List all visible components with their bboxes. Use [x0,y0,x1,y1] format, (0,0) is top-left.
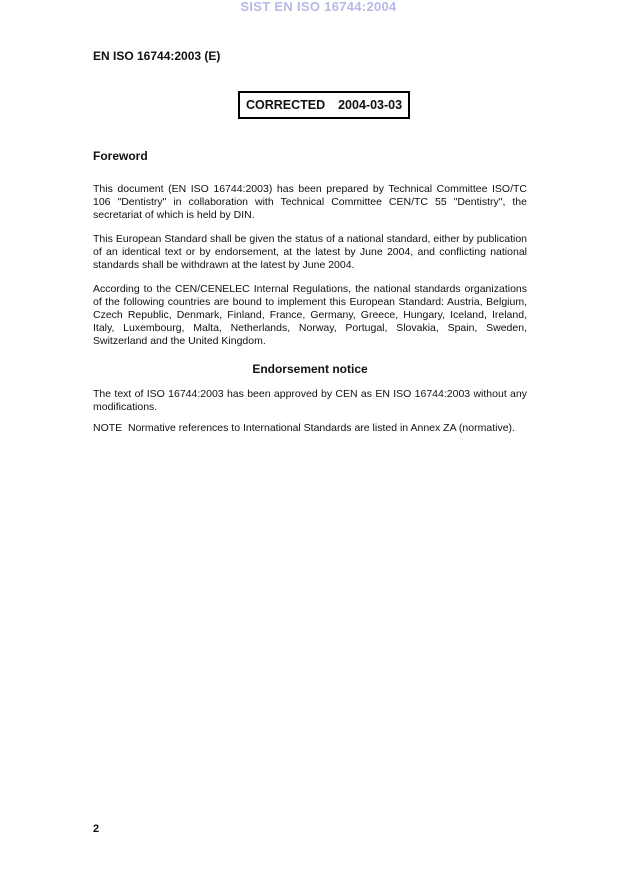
endorsement-approval-paragraph: The text of ISO 16744:2003 has been approved by CEN as EN ISO 16744:2003 without any modifications. [93,388,530,413]
foreword-paragraph-3: According to the CEN/CENELEC Internal Regulations, the national standards organizations of the following countries are bound to implement this European Standard: Austria, Belgium, Czech Republic, Denmark, Finland, France, Germany, Greece, Hungary, Iceland, Ireland, Italy, Luxembourg, Malta, Netherlands, Norway, Portugal, Slovakia, Spain, Sweden, Switzerland and the United Kingdom. [93,283,530,347]
foreword-heading: Foreword [93,149,148,163]
content-column [93,0,530,435]
corrected-label: CORRECTED [245,98,326,112]
endorsement-note-paragraph: NOTE Normative references to International Standards are listed in Annex ZA (normative). [93,422,515,434]
foreword-paragraph-1: This document (EN ISO 16744:2003) has been prepared by Technical Committee ISO/TC 106 "Dentistry" in collaboration with Technical Committee CEN/TC 55 "Dentistry", the secretariat of which is held by DIN. [93,183,530,221]
endorsement-heading: Endorsement notice [252,362,368,376]
watermark: SIST EN ISO 16744:2004 [240,0,397,14]
foreword-paragraph-2: This European Standard shall be given the status of a national standard, either by publication of an identical text or by endorsement, at the latest by June 2004, and conflicting national standards shall be withdrawn at the latest by June 2004. [93,233,530,271]
page-number: 2 [93,823,100,835]
document-reference: EN ISO 16744:2003 (E) [93,49,221,63]
corrected-date: 2004-03-03 [338,98,403,112]
corrected-stamp [238,91,410,119]
